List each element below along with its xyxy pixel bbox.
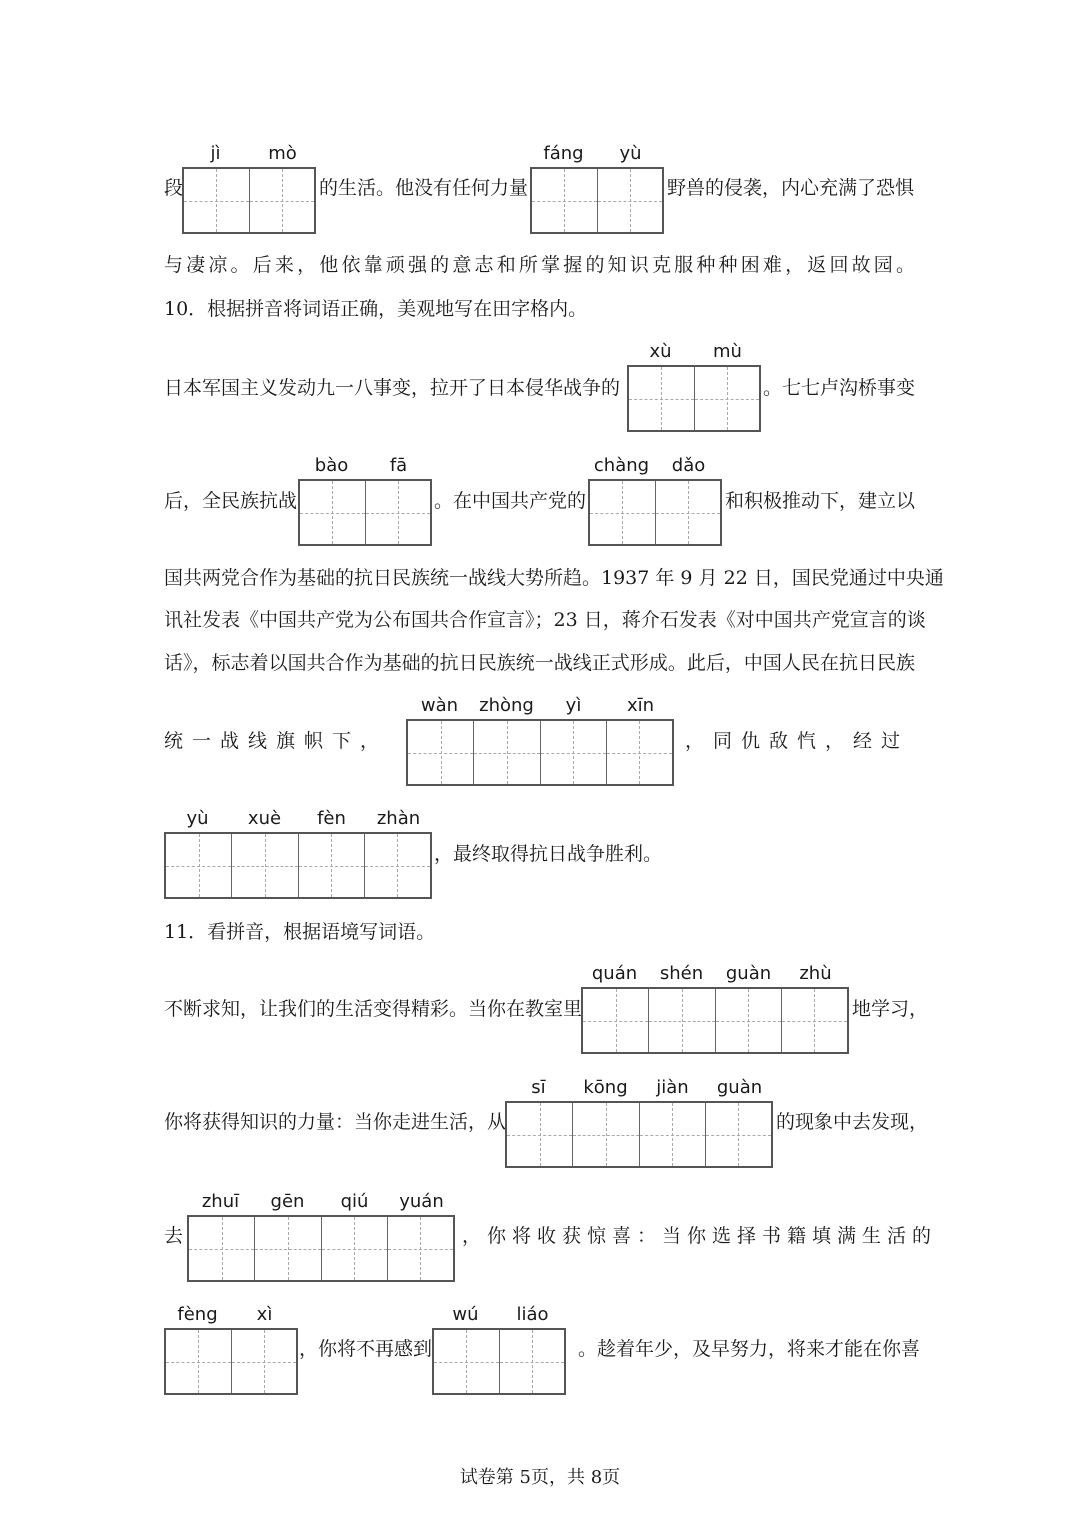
pinyin: fā: [389, 455, 408, 476]
pinyin: liáo: [516, 1304, 549, 1325]
tianzige-cell[interactable]: [648, 989, 714, 1052]
pinyin-grid[interactable]: [505, 1077, 773, 1168]
tianzige-cell[interactable]: [189, 1217, 254, 1280]
pinyin: jì: [210, 143, 221, 164]
pinyin: mò: [268, 143, 297, 164]
tianzige-cell[interactable]: [231, 834, 297, 897]
text-line: 不断求知，让我们的生活变得精彩。当你在教室里: [164, 998, 583, 1020]
tianzige-cell[interactable]: [655, 481, 721, 544]
pinyin-grid[interactable]: [164, 808, 432, 899]
pinyin: fáng: [543, 143, 584, 164]
tianzige-cell[interactable]: [184, 169, 249, 232]
pinyin-grid[interactable]: [406, 695, 674, 786]
tianzige-cell[interactable]: [231, 1330, 297, 1393]
pinyin-grid[interactable]: [627, 341, 761, 432]
pinyin: sī: [531, 1077, 546, 1098]
text-line: 地学习，: [852, 998, 929, 1020]
pinyin: wú: [452, 1304, 479, 1325]
pinyin: zhàn: [376, 808, 421, 829]
text-line: 与凄凉。后来，他依靠顽强的意志和所掌握的知识克服种种困难，返回故园。: [164, 254, 915, 276]
tianzige-cell[interactable]: [298, 834, 364, 897]
tianzige-cell[interactable]: [540, 721, 606, 784]
tianzige-cell[interactable]: [572, 1103, 638, 1166]
tianzige-grid[interactable]: [530, 167, 664, 234]
pinyin: xīn: [626, 695, 655, 716]
pinyin: kōng: [583, 1077, 628, 1098]
tianzige-cell[interactable]: [249, 169, 315, 232]
pinyin: fèn: [317, 808, 346, 829]
tianzige-cell[interactable]: [606, 721, 672, 784]
tianzige-cell[interactable]: [473, 721, 539, 784]
tianzige-cell[interactable]: [166, 1330, 231, 1393]
text-line: ，最终取得抗日战争胜利。: [434, 843, 663, 865]
tianzige-cell[interactable]: [321, 1217, 387, 1280]
pinyin: guàn: [716, 1077, 763, 1098]
tianzige-cell[interactable]: [694, 367, 760, 430]
tianzige-cell[interactable]: [408, 721, 473, 784]
tianzige-grid[interactable]: [588, 479, 722, 546]
text-line: 和积极推动下，建立以: [725, 490, 916, 512]
pinyin-grid[interactable]: [182, 143, 316, 234]
tianzige-grid[interactable]: [164, 1328, 298, 1395]
text-line: 日本军国主义发动九一八事变，拉开了日本侵华战争的: [164, 377, 621, 399]
pinyin: jiàn: [656, 1077, 689, 1098]
text-line: 统一战线旗帜下，: [164, 730, 389, 752]
pinyin: zhòng: [479, 695, 534, 716]
pinyin-grid[interactable]: [581, 963, 849, 1054]
tianzige-cell[interactable]: [364, 834, 430, 897]
pinyin: wàn: [420, 695, 459, 716]
question-title: 10．根据拼音将词语正确，美观地写在田字格内。: [164, 298, 588, 320]
text-line: ，同仇敌忾，经过: [685, 730, 910, 752]
tianzige-cell[interactable]: [499, 1330, 565, 1393]
pinyin-grid[interactable]: [530, 143, 664, 234]
text-line: 。在中国共产党的: [434, 490, 587, 512]
pinyin: yì: [565, 695, 582, 716]
tianzige-cell[interactable]: [532, 169, 597, 232]
tianzige-cell[interactable]: [434, 1330, 499, 1393]
tianzige-cell[interactable]: [166, 834, 231, 897]
tianzige-cell[interactable]: [387, 1217, 453, 1280]
tianzige-grid[interactable]: [432, 1328, 566, 1395]
tianzige-grid[interactable]: [627, 365, 761, 432]
text-line: ，你将收获惊喜：当你选择书籍填满生活的: [462, 1225, 938, 1247]
pinyin: dǎo: [671, 455, 706, 476]
tianzige-cell[interactable]: [365, 481, 431, 544]
tianzige-grid[interactable]: [581, 987, 849, 1054]
tianzige-grid[interactable]: [406, 719, 674, 786]
tianzige-cell[interactable]: [639, 1103, 705, 1166]
text-line: 去: [164, 1225, 184, 1247]
text-line: 后，全民族抗战: [164, 490, 298, 512]
tianzige-grid[interactable]: [505, 1101, 773, 1168]
tianzige-cell[interactable]: [715, 989, 781, 1052]
text-line: 话》，标志着以国共合作为基础的抗日民族统一战线正式形成。此后，中国人民在抗日民族: [164, 652, 915, 674]
tianzige-cell[interactable]: [583, 989, 648, 1052]
pinyin: shén: [659, 963, 704, 984]
tianzige-cell[interactable]: [590, 481, 655, 544]
text-line: 讯社发表《中国共产党为公布国共合作宣言》；23 日，蒋介石发表《对中国共产党宣言的谈: [164, 609, 926, 631]
text-line: 的现象中去发现，: [776, 1111, 929, 1133]
pinyin-grid[interactable]: [187, 1191, 455, 1282]
tianzige-grid[interactable]: [298, 479, 432, 546]
tianzige-cell[interactable]: [705, 1103, 771, 1166]
pinyin: yù: [619, 143, 642, 164]
tianzige-cell[interactable]: [254, 1217, 320, 1280]
tianzige-cell[interactable]: [781, 989, 847, 1052]
page-footer: 试卷第 5页，共 8页: [459, 1467, 621, 1488]
text-line: 。七七卢沟桥事变: [763, 377, 916, 399]
text-line: 你将获得知识的力量：当你走进生活，从: [164, 1111, 507, 1133]
pinyin: fèng: [177, 1304, 218, 1325]
tianzige-cell[interactable]: [300, 481, 365, 544]
question-title: 11．看拼音，根据语境写词语。: [164, 921, 436, 943]
pinyin: mù: [713, 341, 742, 362]
text-line: 段: [164, 177, 184, 199]
tianzige-grid[interactable]: [164, 832, 432, 899]
pinyin: guàn: [725, 963, 772, 984]
pinyin: yuán: [399, 1191, 444, 1212]
tianzige-cell[interactable]: [507, 1103, 572, 1166]
text-line: 的生活。他没有任何力量: [319, 177, 529, 199]
pinyin-grid[interactable]: [588, 455, 722, 546]
text-line: 野兽的侵袭，内心充满了恐惧: [667, 177, 915, 199]
pinyin: chàng: [593, 455, 650, 476]
pinyin: yù: [186, 808, 209, 829]
text-line: ，你将不再感到: [299, 1338, 433, 1360]
tianzige-grid[interactable]: [187, 1215, 455, 1282]
pinyin-grid[interactable]: [298, 455, 432, 546]
pinyin: qiú: [340, 1191, 369, 1212]
tianzige-cell[interactable]: [629, 367, 694, 430]
pinyin: xì: [256, 1304, 273, 1325]
tianzige-grid[interactable]: [182, 167, 316, 234]
pinyin-grid[interactable]: [164, 1304, 298, 1395]
pinyin: xuè: [247, 808, 282, 829]
pinyin: gēn: [270, 1191, 305, 1212]
pinyin: bào: [314, 455, 349, 476]
text-line: 国共两党合作为基础的抗日民族统一战线大势所趋。1937 年 9 月 22 日，国民党通过中央通: [164, 567, 944, 589]
pinyin: quán: [591, 963, 638, 984]
text-line: 。趁着年少，及早努力，将来才能在你喜: [578, 1338, 921, 1360]
pinyin: zhù: [799, 963, 832, 984]
pinyin: xù: [649, 341, 672, 362]
pinyin: zhuī: [201, 1191, 240, 1212]
tianzige-cell[interactable]: [597, 169, 663, 232]
pinyin-grid[interactable]: [432, 1304, 566, 1395]
